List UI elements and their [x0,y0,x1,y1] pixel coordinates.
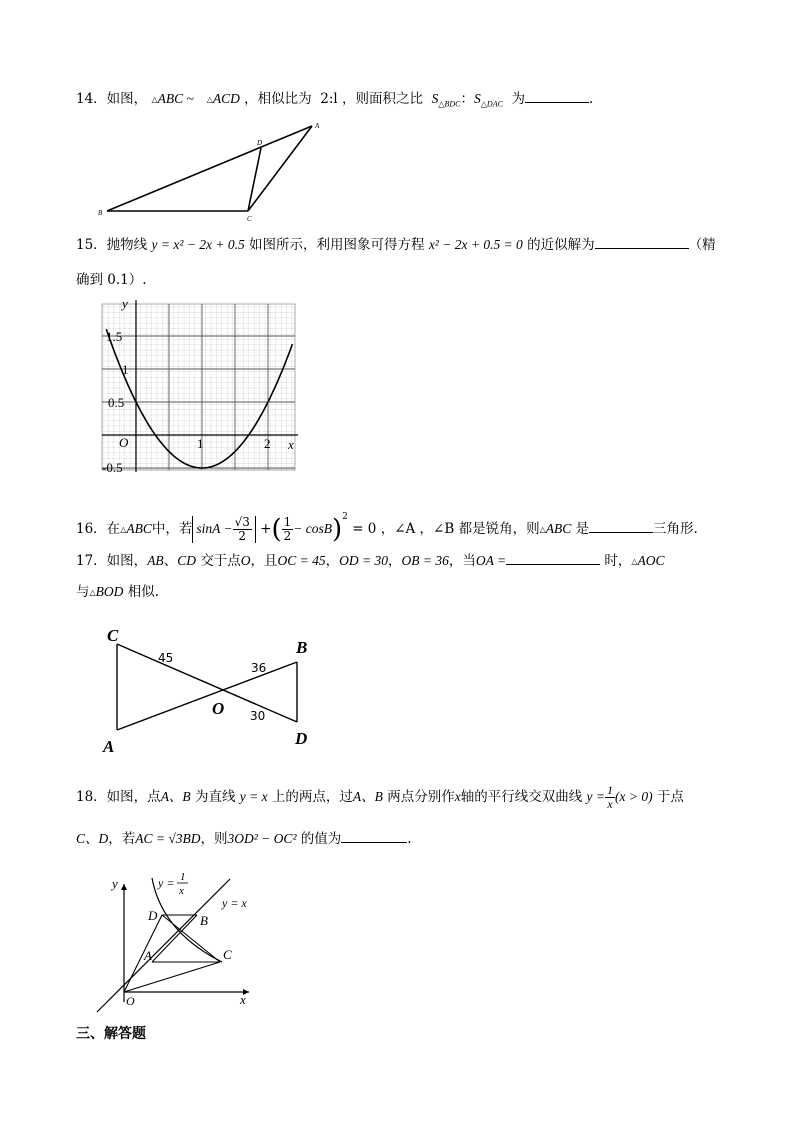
answer-blank-17[interactable] [506,550,600,565]
svg-text:A: A [103,737,115,756]
svg-text:B: B [296,638,308,657]
q15-text: 15．抛物线 y = x² − 2x + 0.5 如图所示，利用图象可得方程 x² − 2x + 0.5 = 0 的近似解为 （精 [76,234,716,255]
svg-text:x: x [240,992,246,1007]
q14-text: 14．如图， △ABC ~ △ACD ，相似比为 2:l ，则面积之比 $S_{\triangle BDC}$：$S_{\triangle DAC}$ 为 . [76,88,593,115]
svg-text:O: O [212,699,225,718]
svg-text:30: 30 [250,709,266,723]
answer-blank-14[interactable] [525,88,589,103]
axis-y-label: y [122,296,128,311]
axis-x-label: x [288,437,294,452]
q15-text-2: 确到 0.1）. [76,272,147,288]
svg-text:1: 1 [180,871,186,883]
label-B: B [98,209,103,217]
svg-text:D: D [148,908,158,923]
label-A: A [315,122,320,130]
svg-text:y =: y = [158,876,175,890]
q16-text: 16．在△ABC中，若 sinA − $\frac{√3}{2}$ +( $\frac{1}{2}$ − cosB)$^2$ = 0 ，∠A ，∠B 都是锐角，则△ABC 是 三角形. [76,512,698,545]
origin-label: O [119,435,129,450]
svg-text:x: x [179,885,184,897]
svg-text:C: C [223,947,232,962]
answer-blank-16[interactable] [589,518,653,533]
svg-text:1: 1 [122,362,129,377]
label-D: D [257,139,263,147]
svg-text:O: O [126,994,135,1008]
answer-blank-18[interactable] [341,828,407,843]
svg-text:-0.5: -0.5 [102,460,123,475]
q17-text: 17．如图，AB、CD 交于点O，且OC = 45，OD = 30，OB = 36，当OA = 时，△AOC [76,550,665,572]
svg-text:A: A [144,948,152,963]
svg-text:0.5: 0.5 [108,395,125,410]
section-heading: 三、解答题 [76,1026,146,1042]
answer-blank-15[interactable] [595,234,689,249]
svg-text:D: D [295,729,308,748]
svg-text:2: 2 [264,436,271,451]
figure-q15-parabola [92,296,312,476]
svg-text:y = x: y = x [222,896,247,910]
svg-text:1.5: 1.5 [106,329,123,344]
label-C: C [247,215,252,223]
q18-text: 18．如图，点A、B 为直线 y = x 上的两点，过A、B 两点分别作x轴的平行线交双曲线 y = $\frac{1}{x}$ (x > 0) 于点 [76,783,684,811]
svg-text:45: 45 [158,651,174,665]
svg-text:36: 36 [251,661,267,675]
svg-text:C: C [107,626,119,645]
svg-text:B: B [200,913,208,928]
q18-text-2: C、D，若AC = √3BD，则3OD² − OC² 的值为 . [76,828,412,849]
figure-q14 [90,118,350,228]
figure-q18 [92,862,282,1012]
q17-text-2: 与△BOD 相似. [76,584,159,600]
svg-text:1: 1 [197,436,204,451]
svg-text:y: y [112,876,118,891]
figure-q17 [100,622,340,762]
